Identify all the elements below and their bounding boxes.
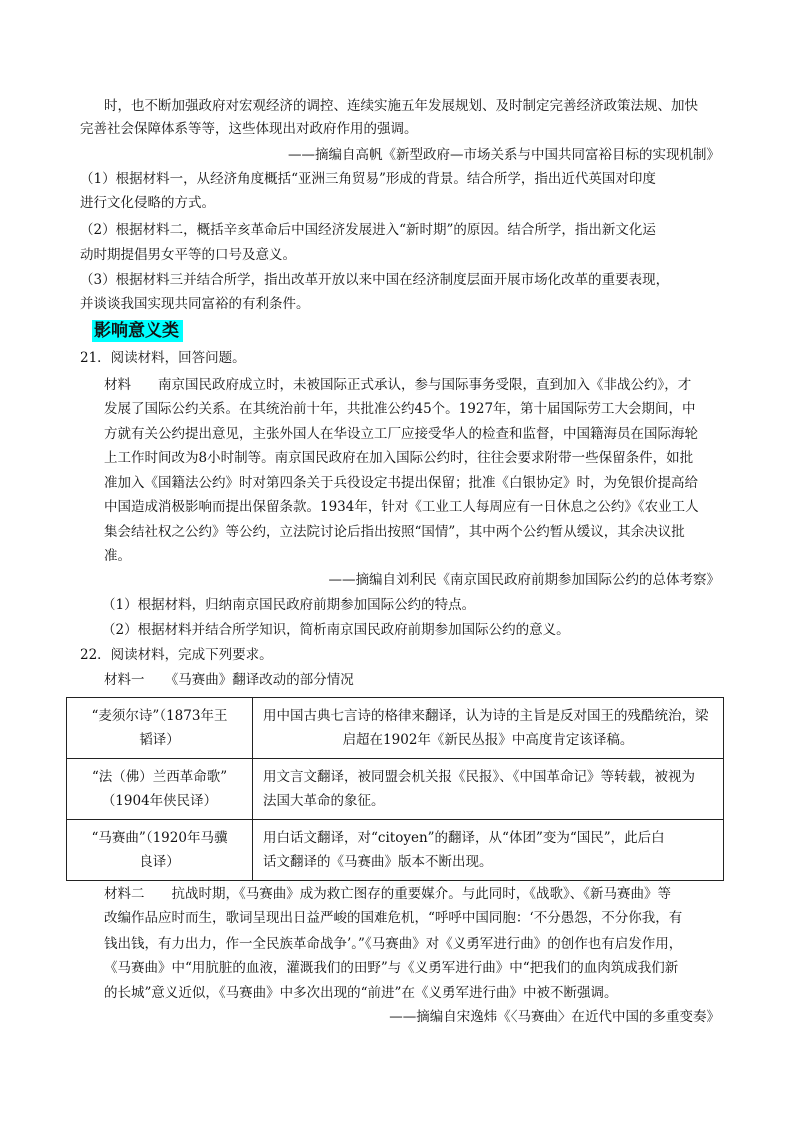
q21-material-line: 准。: [104, 548, 131, 564]
q21-source: ——摘编自刘利民《南京国民政府前期参加国际公约的总体考察》: [328, 572, 720, 588]
version-name-cont: （1904年侠民译）: [101, 793, 218, 809]
q22-material1-title: 材料一 《马赛曲》翻译改动的部分情况: [104, 672, 354, 688]
version-description: 用文言文翻译，被同盟会机关报《民报》、《中国革命记》等转载，被视为: [263, 769, 695, 785]
table-cell-version: [67, 759, 253, 820]
table-row: [67, 820, 724, 881]
version-name: “法（佛）兰西革命歌”: [91, 769, 228, 785]
version-name-cont: 韬译）: [139, 732, 180, 748]
material3-source: ——摘编自高帆《新型政府—市场关系与中国共同富裕目标的实现机制》: [288, 147, 720, 163]
q21-material-line: 中国造成消极影响而提出保留条款。1934年，针对《工业工人每周应有一日休息之公约》《农业工人: [104, 499, 699, 515]
version-name-cont: 良译）: [139, 854, 180, 870]
q22-material2-line: 改编作品应时而生，歌词呈现出日益严峻的国难危机，“呼呼中国同胞：‘不分愚怨，不分你我，有: [104, 910, 683, 926]
q20-sub2-cont: 动时期提倡男女平等的口号及意义。: [80, 247, 296, 263]
q21-material-line: 上工作时间改为8小时制等。南京国民政府在加入国际公约时，往往会要求附带一些保留条件，如批: [104, 450, 694, 466]
q21-stem: 21．阅读材料，回答问题。: [80, 350, 246, 366]
q20-sub3-cont: 并谈谈我国实现共同富裕的有利条件。: [80, 296, 310, 312]
version-description-cont: 启超在1902年《新民丛报》中高度肯定该译稿。: [342, 732, 634, 748]
material3-line: 完善社会保障体系等等，这些体现出对政府作用的强调。: [80, 121, 418, 137]
table-cell-version: [67, 820, 253, 881]
q20-sub1: （1）根据材料一，从经济角度概括“亚洲三角贸易”形成的背景。结合所学，指出近代英国对印度: [80, 171, 656, 187]
version-description-cont: 话文翻译的《马赛曲》版本不断出现。: [263, 854, 493, 870]
table-cell-description: [253, 759, 724, 820]
table-cell-description: [253, 698, 724, 759]
q20-sub3: （3）根据材料三并结合所学，指出改革开放以来中国在经济制度层面开展市场化改革的重要表现，: [80, 272, 670, 288]
section-heading: 影响意义类: [92, 320, 183, 342]
q20-sub1-cont: 进行文化侵略的方式。: [80, 195, 215, 211]
q21-material-line: 准加入《国籍法公约》时对第四条关于兵役设定书提出保留；批准《白银协定》时，为免银价提高给: [104, 475, 698, 491]
table-row: [67, 759, 724, 820]
q22-stem: 22．阅读材料，完成下列要求。: [80, 647, 273, 663]
version-name: “麦须尔诗”（1873年王: [91, 708, 228, 724]
q21-sub2: （2）根据材料并结合所学知识，简析南京国民政府前期参加国际公约的意义。: [102, 622, 570, 638]
translation-table: [66, 697, 724, 881]
q21-material-line: 发展了国际公约关系。在其统治前十年，共批准公约45个。1927年，第十届国际劳工大会期间，中: [104, 401, 696, 417]
q21-material-line: 集会结社权之公约》等公约，立法院讨论后指出按照“国情”，其中两个公约暂从缓议，其余决议批: [104, 524, 685, 540]
table-row: [67, 698, 724, 759]
q20-sub2: （2）根据材料二，概括辛亥革命后中国经济发展进入“新时期”的原因。结合所学，指出新文化运: [80, 222, 656, 238]
q21-sub1: （1）根据材料，归纳南京国民政府前期参加国际公约的特点。: [102, 597, 476, 613]
q22-material2-line: 钱出钱，有力出力，作一全民族革命战争’。”《马赛曲》对《义勇军进行曲》的创作也有启发作用，: [104, 936, 683, 952]
q21-material-line: 方就有关公约提出意见，主张外国人在华设立工厂应接受华人的检查和监督，中国籍海员在国际海轮: [104, 426, 698, 442]
version-description-cont: 法国大革命的象征。: [263, 793, 385, 809]
material3-line: 时，也不断加强政府对宏观经济的调控、连续实施五年发展规划、及时制定完善经济政策法规、加快: [104, 98, 698, 114]
version-description: 用白话文翻译，对“citoyen”的翻译，从“体团”变为“国民”，此后白: [263, 830, 665, 846]
version-name: “马赛曲”（1920年马骥: [91, 830, 228, 846]
q21-material-line: 材料 南京国民政府成立时，未被国际正式承认，参与国际事务受限，直到加入《非战公约》，才: [104, 377, 692, 393]
q22-material2-line: 《马赛曲》中“用肮脏的血液，灌溉我们的田野”与《义勇军进行曲》中“把我们的血肉筑成我们新: [104, 960, 679, 976]
table-cell-description: [253, 820, 724, 881]
version-description: 用中国古典七言诗的格律来翻译，认为诗的主旨是反对国王的残酷统治，梁: [263, 708, 709, 724]
q22-material2-line: 的长城”意义近似，《马赛曲》中多次出现的“前进”在《义勇军进行曲》中被不断强调。: [104, 985, 618, 1001]
q22-source: ——摘编自宋逸炜《〈马赛曲〉在近代中国的多重变奏》: [389, 1009, 720, 1025]
table-cell-version: [67, 698, 253, 759]
q22-material2-line: 材料二 抗战时期，《马赛曲》成为救亡图存的重要媒介。与此同时，《战歌》、《新马赛曲》等: [104, 886, 671, 902]
